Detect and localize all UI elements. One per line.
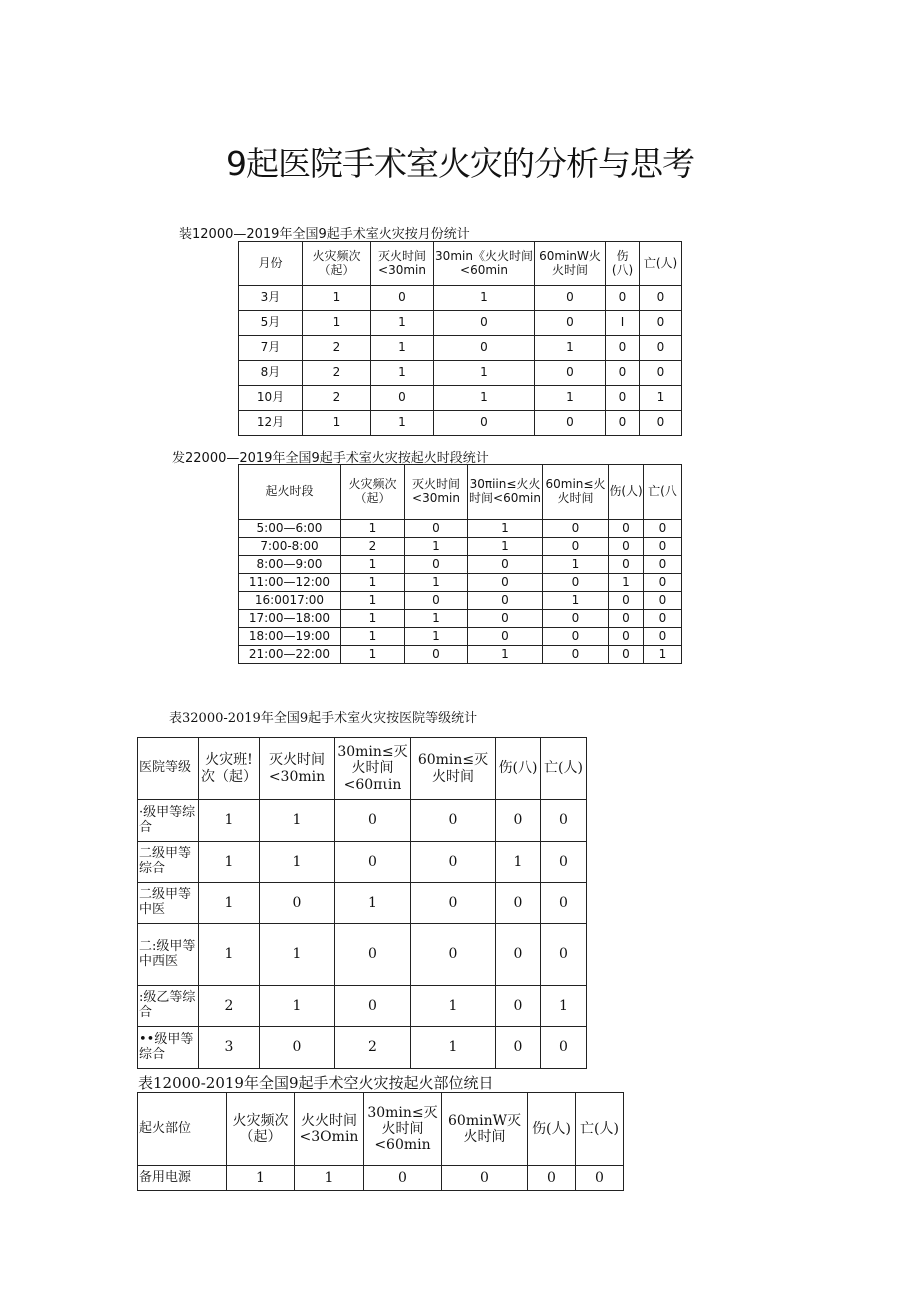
- table1-cell: 0: [535, 411, 606, 436]
- table2-cell: 0: [405, 556, 468, 574]
- table1-cell: 1: [371, 361, 434, 386]
- table1-cell: 1: [371, 411, 434, 436]
- table1-cell: 0: [606, 286, 640, 311]
- table1-cell: 0: [640, 286, 682, 311]
- table2-cell: 0: [609, 556, 644, 574]
- table2-cell: 0: [543, 538, 609, 556]
- table2-row-label: 8:00—9:00: [239, 556, 341, 574]
- table4-header-cell: 60minW灭火时间: [442, 1093, 528, 1166]
- table3-row: [138, 924, 587, 986]
- table3-cell: 0: [496, 800, 541, 842]
- table2-cell: 1: [543, 556, 609, 574]
- table1-cell: 0: [535, 286, 606, 311]
- table2-row: [239, 556, 682, 574]
- table2-cell: 1: [405, 538, 468, 556]
- table3-header-cell: 30min≤灭火时间<60πιin: [335, 738, 411, 800]
- table2-cell: 0: [644, 538, 682, 556]
- table1-caption: 装12000—2019年全国9起手术室火灾按月份统计: [179, 227, 470, 242]
- table3-cell: 0: [496, 1027, 541, 1069]
- table2-cell: 0: [468, 610, 543, 628]
- table2-header-cell: 30πiin≤火火时间<60min: [468, 465, 543, 520]
- table3-cell: 0: [260, 883, 335, 924]
- table3-row-label: ·级甲等综合: [138, 800, 199, 842]
- table3-row-label: 二级甲等中医: [138, 883, 199, 924]
- table1-cell: 1: [535, 336, 606, 361]
- table1-cell: 0: [434, 411, 535, 436]
- table3-cell: 1: [260, 986, 335, 1027]
- table4-header-cell: 伤(人): [528, 1093, 576, 1166]
- table2-row-label: 18:00—19:00: [239, 628, 341, 646]
- table2-cell: 0: [609, 610, 644, 628]
- table1-row-label: 7月: [239, 336, 303, 361]
- table2-cell: 1: [468, 520, 543, 538]
- table2-cell: 0: [543, 610, 609, 628]
- table1-header-cell: 亡(人): [640, 242, 682, 286]
- table3-cell: 0: [541, 800, 587, 842]
- table2-cell: 1: [341, 556, 405, 574]
- table2-cell: 0: [609, 538, 644, 556]
- table3-cell: 1: [411, 1027, 496, 1069]
- table3-header-cell: 火灾班!次（起）: [199, 738, 260, 800]
- table1-cell: 0: [371, 386, 434, 411]
- table3-cell: 1: [199, 842, 260, 883]
- table1-cell: I: [606, 311, 640, 336]
- table3-cell: 0: [411, 842, 496, 883]
- table4-caption: 表12000-2019年全国9起手术空火灾按起火部位统日: [138, 1074, 494, 1092]
- table4-cell: 0: [576, 1166, 624, 1191]
- table2-cell: 1: [341, 574, 405, 592]
- table1-cell: 0: [535, 311, 606, 336]
- table1-cell: 2: [303, 336, 371, 361]
- table3-cell: 2: [335, 1027, 411, 1069]
- table2-cell: 0: [405, 520, 468, 538]
- table3-header-row: [138, 738, 587, 800]
- table3-row-label: 二级甲等综合: [138, 842, 199, 883]
- table3-cell: 0: [260, 1027, 335, 1069]
- table3-cell: 0: [541, 924, 587, 986]
- table3-hospital-level-stats: [137, 737, 587, 1069]
- table2-cell: 1: [405, 574, 468, 592]
- table2-cell: 0: [609, 628, 644, 646]
- table3-cell: 1: [541, 986, 587, 1027]
- table1-cell: 0: [606, 386, 640, 411]
- table4-fire-location-stats: [137, 1092, 624, 1191]
- table3-row-label: :级乙等综合: [138, 986, 199, 1027]
- table2-cell: 1: [468, 538, 543, 556]
- table2-cell: 0: [644, 556, 682, 574]
- table1-cell: 1: [535, 386, 606, 411]
- table3-header-cell: 伤(八): [496, 738, 541, 800]
- table3-cell: 0: [541, 842, 587, 883]
- table3-header-cell: 医院等级: [138, 738, 199, 800]
- table2-row: [239, 538, 682, 556]
- table2-cell: 0: [644, 520, 682, 538]
- table3-cell: 0: [335, 842, 411, 883]
- table1-row: [239, 411, 682, 436]
- table1-cell: 1: [640, 386, 682, 411]
- table1-cell: 1: [303, 286, 371, 311]
- table3-cell: 1: [335, 883, 411, 924]
- table2-cell: 0: [543, 574, 609, 592]
- table1-cell: 0: [434, 336, 535, 361]
- table2-row: [239, 520, 682, 538]
- table2-cell: 0: [468, 556, 543, 574]
- table1-cell: 0: [640, 411, 682, 436]
- table1-cell: 0: [640, 311, 682, 336]
- table3-cell: 1: [260, 800, 335, 842]
- table2-row-label: 16:0017:00: [239, 592, 341, 610]
- table3-row-label: ••级甲等综合: [138, 1027, 199, 1069]
- table1-row-label: 10月: [239, 386, 303, 411]
- table2-cell: 0: [644, 628, 682, 646]
- table1-header-cell: 灭火时间<30min: [371, 242, 434, 286]
- table4-header-cell: 30min≤灭火时间<60min: [364, 1093, 442, 1166]
- table2-row: [239, 610, 682, 628]
- table2-cell: 0: [543, 628, 609, 646]
- table1-cell: 1: [303, 411, 371, 436]
- table1-row-label: 12月: [239, 411, 303, 436]
- table2-cell: 1: [341, 628, 405, 646]
- table2-cell: 1: [341, 610, 405, 628]
- table3-cell: 1: [199, 924, 260, 986]
- table2-cell: 0: [644, 610, 682, 628]
- table1-row-label: 3月: [239, 286, 303, 311]
- table1-cell: 0: [640, 336, 682, 361]
- table4-cell: 0: [528, 1166, 576, 1191]
- table1-cell: 0: [606, 411, 640, 436]
- table1-row-label: 5月: [239, 311, 303, 336]
- table3-row: [138, 800, 587, 842]
- table2-time-stats: [238, 464, 682, 664]
- table1-row: [239, 386, 682, 411]
- table1-cell: 0: [535, 361, 606, 386]
- table1-row: [239, 286, 682, 311]
- table2-cell: 0: [609, 646, 644, 664]
- table2-cell: 1: [609, 574, 644, 592]
- table4-row-label: 备用电源: [138, 1166, 227, 1191]
- table2-header-cell: 60min≤火火时间: [543, 465, 609, 520]
- table1-header-cell: 月份: [239, 242, 303, 286]
- table2-row-label: 7:00-8:00: [239, 538, 341, 556]
- table2-cell: 2: [341, 538, 405, 556]
- table2-row-label: 11:00—12:00: [239, 574, 341, 592]
- table3-header-cell: 亡(人): [541, 738, 587, 800]
- table4-header-row: [138, 1093, 624, 1166]
- table1-header-cell: 火灾频次（起）: [303, 242, 371, 286]
- table3-row-label: 二:级甲等中西医: [138, 924, 199, 986]
- table3-cell: 1: [260, 924, 335, 986]
- table1-header-cell: 30min《火火时间<60min: [434, 242, 535, 286]
- table1-cell: 0: [434, 311, 535, 336]
- table1-cell: 1: [434, 386, 535, 411]
- table4-row: [138, 1166, 624, 1191]
- table4-cell: 1: [295, 1166, 364, 1191]
- table2-header-cell: 灭火时间<30min: [405, 465, 468, 520]
- table2-row: [239, 574, 682, 592]
- table1-cell: 0: [606, 336, 640, 361]
- table2-cell: 0: [405, 646, 468, 664]
- table1-row: [239, 336, 682, 361]
- table4-cell: 1: [227, 1166, 295, 1191]
- table3-cell: 0: [541, 883, 587, 924]
- table1-row: [239, 361, 682, 386]
- page-title: 9起医院手术室火灾的分析与思考: [226, 144, 694, 183]
- table2-header-cell: 起火时段: [239, 465, 341, 520]
- table3-cell: 2: [199, 986, 260, 1027]
- table3-cell: 0: [496, 986, 541, 1027]
- table2-cell: 1: [543, 592, 609, 610]
- table2-cell: 0: [543, 646, 609, 664]
- table1-cell: 1: [434, 361, 535, 386]
- table3-cell: 0: [496, 883, 541, 924]
- table2-cell: 0: [609, 592, 644, 610]
- table4-cell: 0: [442, 1166, 528, 1191]
- table1-header-row: [239, 242, 682, 286]
- table2-row: [239, 646, 682, 664]
- table3-cell: 0: [496, 924, 541, 986]
- table3-header-cell: 灭火时间<30min: [260, 738, 335, 800]
- table2-cell: 1: [341, 646, 405, 664]
- table2-caption: 发22000—2019年全国9起手术室火灾按起火时段统计: [172, 451, 489, 466]
- table3-caption: 表32000-2019年全国9起手术室火灾按医院等级统计: [169, 711, 478, 726]
- table2-cell: 0: [644, 574, 682, 592]
- table3-cell: 0: [541, 1027, 587, 1069]
- table1-cell: 0: [606, 361, 640, 386]
- table3-cell: 0: [335, 986, 411, 1027]
- table2-row-label: 17:00—18:00: [239, 610, 341, 628]
- table2-cell: 0: [543, 520, 609, 538]
- table3-row: [138, 986, 587, 1027]
- table2-cell: 0: [609, 520, 644, 538]
- table1-cell: 1: [371, 311, 434, 336]
- table4-header-cell: 起火部位: [138, 1093, 227, 1166]
- table2-cell: 1: [644, 646, 682, 664]
- table3-cell: 1: [411, 986, 496, 1027]
- table3-cell: 0: [411, 883, 496, 924]
- table2-header-cell: 亡(八: [644, 465, 682, 520]
- table3-header-cell: 60min≤灭火时间: [411, 738, 496, 800]
- table1-row-label: 8月: [239, 361, 303, 386]
- table1-header-cell: 60minW火火时间: [535, 242, 606, 286]
- table3-cell: 1: [496, 842, 541, 883]
- table2-cell: 0: [644, 592, 682, 610]
- table2-header-cell: 火灾频次（起）: [341, 465, 405, 520]
- table1-cell: 1: [434, 286, 535, 311]
- table4-cell: 0: [364, 1166, 442, 1191]
- table1-month-stats: [238, 241, 682, 436]
- table1-header-cell: 伤(八): [606, 242, 640, 286]
- table3-row: [138, 842, 587, 883]
- table4-header-cell: 火火时间<3Omin: [295, 1093, 364, 1166]
- table2-cell: 0: [468, 574, 543, 592]
- table2-cell: 1: [468, 646, 543, 664]
- table4-header-cell: 火灾频次（起）: [227, 1093, 295, 1166]
- table3-cell: 0: [411, 924, 496, 986]
- table2-cell: 1: [341, 520, 405, 538]
- table2-cell: 1: [405, 628, 468, 646]
- table2-row-label: 21:00—22:00: [239, 646, 341, 664]
- table2-row: [239, 628, 682, 646]
- table1-cell: 0: [371, 286, 434, 311]
- table1-cell: 0: [640, 361, 682, 386]
- table3-row: [138, 1027, 587, 1069]
- table2-cell: 1: [405, 610, 468, 628]
- table3-cell: 1: [260, 842, 335, 883]
- table2-cell: 0: [405, 592, 468, 610]
- table1-cell: 2: [303, 361, 371, 386]
- table3-row: [138, 883, 587, 924]
- table3-cell: 0: [335, 924, 411, 986]
- table2-header-row: [239, 465, 682, 520]
- table2-cell: 1: [341, 592, 405, 610]
- table1-cell: 1: [371, 336, 434, 361]
- table3-cell: 1: [199, 883, 260, 924]
- table4-header-cell: 亡(人): [576, 1093, 624, 1166]
- table2-cell: 0: [468, 592, 543, 610]
- table2-row: [239, 592, 682, 610]
- table1-cell: 2: [303, 386, 371, 411]
- table3-cell: 0: [411, 800, 496, 842]
- table3-cell: 0: [335, 800, 411, 842]
- table1-cell: 1: [303, 311, 371, 336]
- table2-header-cell: 伤(人): [609, 465, 644, 520]
- table2-cell: 0: [468, 628, 543, 646]
- table2-row-label: 5:00—6:00: [239, 520, 341, 538]
- table3-cell: 1: [199, 800, 260, 842]
- table1-row: [239, 311, 682, 336]
- table3-cell: 3: [199, 1027, 260, 1069]
